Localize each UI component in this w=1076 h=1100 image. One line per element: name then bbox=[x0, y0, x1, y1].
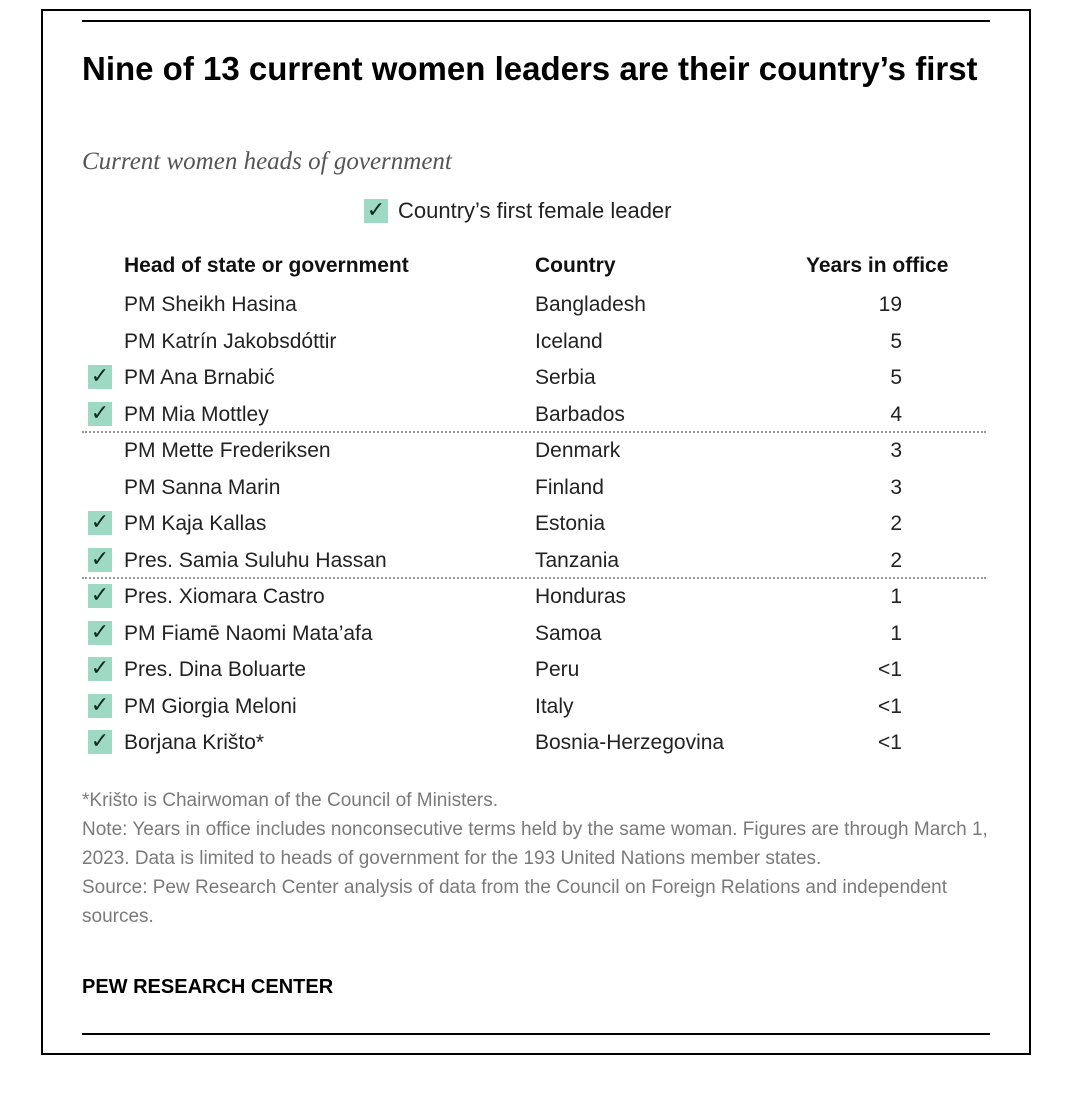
country-name: Peru bbox=[535, 658, 580, 681]
notes bbox=[82, 786, 992, 931]
column-header-years: Years in office bbox=[806, 254, 949, 277]
country-name: Iceland bbox=[535, 329, 603, 353]
column-header-country: Country bbox=[535, 254, 616, 277]
country-name: Tanzania bbox=[535, 548, 620, 572]
note-text: Note: Years in office includes nonconsecutive terms held by the same woman. Figures are through March 1, 2023. Data is limited to heads of government for the 193 United Nations member states. bbox=[82, 819, 988, 869]
footnote: *Krišto is Chairwoman of the Council of Ministers. bbox=[82, 790, 499, 811]
first-female-leader-check-icon: ✓ bbox=[88, 657, 112, 681]
country-name: Estonia bbox=[535, 512, 606, 535]
leader-name: PM Giorgia Meloni bbox=[124, 694, 297, 718]
country-name: Italy bbox=[535, 694, 574, 718]
column-header-name: Head of state or government bbox=[124, 254, 409, 277]
country-name: Bosnia-Herzegovina bbox=[535, 731, 725, 754]
years-in-office: <1 bbox=[878, 731, 902, 754]
years-in-office: 2 bbox=[890, 548, 902, 572]
leader-name: PM Mette Frederiksen bbox=[124, 439, 331, 462]
table-row bbox=[82, 470, 986, 506]
table-row bbox=[82, 324, 986, 360]
brand-logo-text: PEW RESEARCH CENTER bbox=[82, 976, 334, 998]
table-row bbox=[82, 689, 986, 725]
years-in-office: 5 bbox=[890, 329, 902, 353]
years-in-office: 1 bbox=[890, 585, 902, 608]
years-in-office: 3 bbox=[890, 475, 902, 499]
leader-name: PM Sheikh Hasina bbox=[124, 293, 297, 316]
bottom-rule bbox=[82, 1033, 990, 1035]
years-in-office: 5 bbox=[890, 366, 902, 389]
first-female-leader-check-icon: ✓ bbox=[88, 402, 112, 426]
country-name: Denmark bbox=[535, 439, 621, 462]
country-name: Bangladesh bbox=[535, 293, 646, 316]
country-name: Finland bbox=[535, 475, 604, 499]
country-name: Serbia bbox=[535, 366, 596, 389]
legend-label: Country’s first female leader bbox=[398, 198, 672, 223]
years-in-office: <1 bbox=[878, 694, 902, 718]
country-name: Barbados bbox=[535, 402, 625, 426]
leader-name: Pres. Xiomara Castro bbox=[124, 585, 325, 608]
years-in-office: <1 bbox=[878, 658, 902, 681]
first-female-leader-check-icon: ✓ bbox=[88, 548, 112, 572]
years-in-office: 19 bbox=[878, 293, 902, 316]
leader-name: Pres. Samia Suluhu Hassan bbox=[124, 548, 387, 572]
leader-name: PM Kaja Kallas bbox=[124, 512, 267, 535]
top-rule bbox=[82, 20, 990, 22]
table-row bbox=[82, 360, 986, 396]
source-text: Source: Pew Research Center analysis of data from the Council on Foreign Relations and independent sources. bbox=[82, 877, 948, 927]
table-row bbox=[82, 543, 986, 579]
first-female-leader-check-icon: ✓ bbox=[88, 694, 112, 718]
table-row bbox=[82, 506, 986, 542]
table-row bbox=[82, 433, 986, 469]
years-in-office: 1 bbox=[890, 621, 902, 645]
country-name: Honduras bbox=[535, 585, 627, 608]
leader-name: Pres. Dina Boluarte bbox=[124, 658, 307, 681]
leader-name: PM Sanna Marin bbox=[124, 475, 281, 499]
leader-name: PM Fiamē Naomi Mata’afa bbox=[124, 621, 373, 645]
chart-title: Nine of 13 current women leaders are their country’s first bbox=[82, 50, 978, 87]
years-in-office: 3 bbox=[890, 439, 902, 462]
legend-check-icon: ✓ bbox=[364, 199, 388, 223]
first-female-leader-check-icon: ✓ bbox=[88, 584, 112, 608]
leader-name: PM Ana Brnabić bbox=[124, 366, 275, 389]
table-row bbox=[82, 579, 986, 615]
table-row bbox=[82, 616, 986, 652]
first-female-leader-check-icon: ✓ bbox=[88, 621, 112, 645]
years-in-office: 2 bbox=[890, 512, 902, 535]
leader-name: PM Katrín Jakobsdóttir bbox=[124, 329, 337, 353]
table-row bbox=[82, 397, 986, 433]
years-in-office: 4 bbox=[890, 402, 902, 426]
table-row bbox=[82, 725, 986, 761]
chart-subtitle: Current women heads of government bbox=[82, 148, 452, 175]
first-female-leader-check-icon: ✓ bbox=[88, 365, 112, 389]
legend bbox=[364, 198, 672, 224]
first-female-leader-check-icon: ✓ bbox=[88, 730, 112, 754]
leader-name: Borjana Krišto* bbox=[124, 731, 265, 754]
country-name: Samoa bbox=[535, 621, 602, 645]
table-row bbox=[82, 287, 986, 323]
first-female-leader-check-icon: ✓ bbox=[88, 511, 112, 535]
leader-name: PM Mia Mottley bbox=[124, 402, 269, 426]
table-row bbox=[82, 652, 986, 688]
